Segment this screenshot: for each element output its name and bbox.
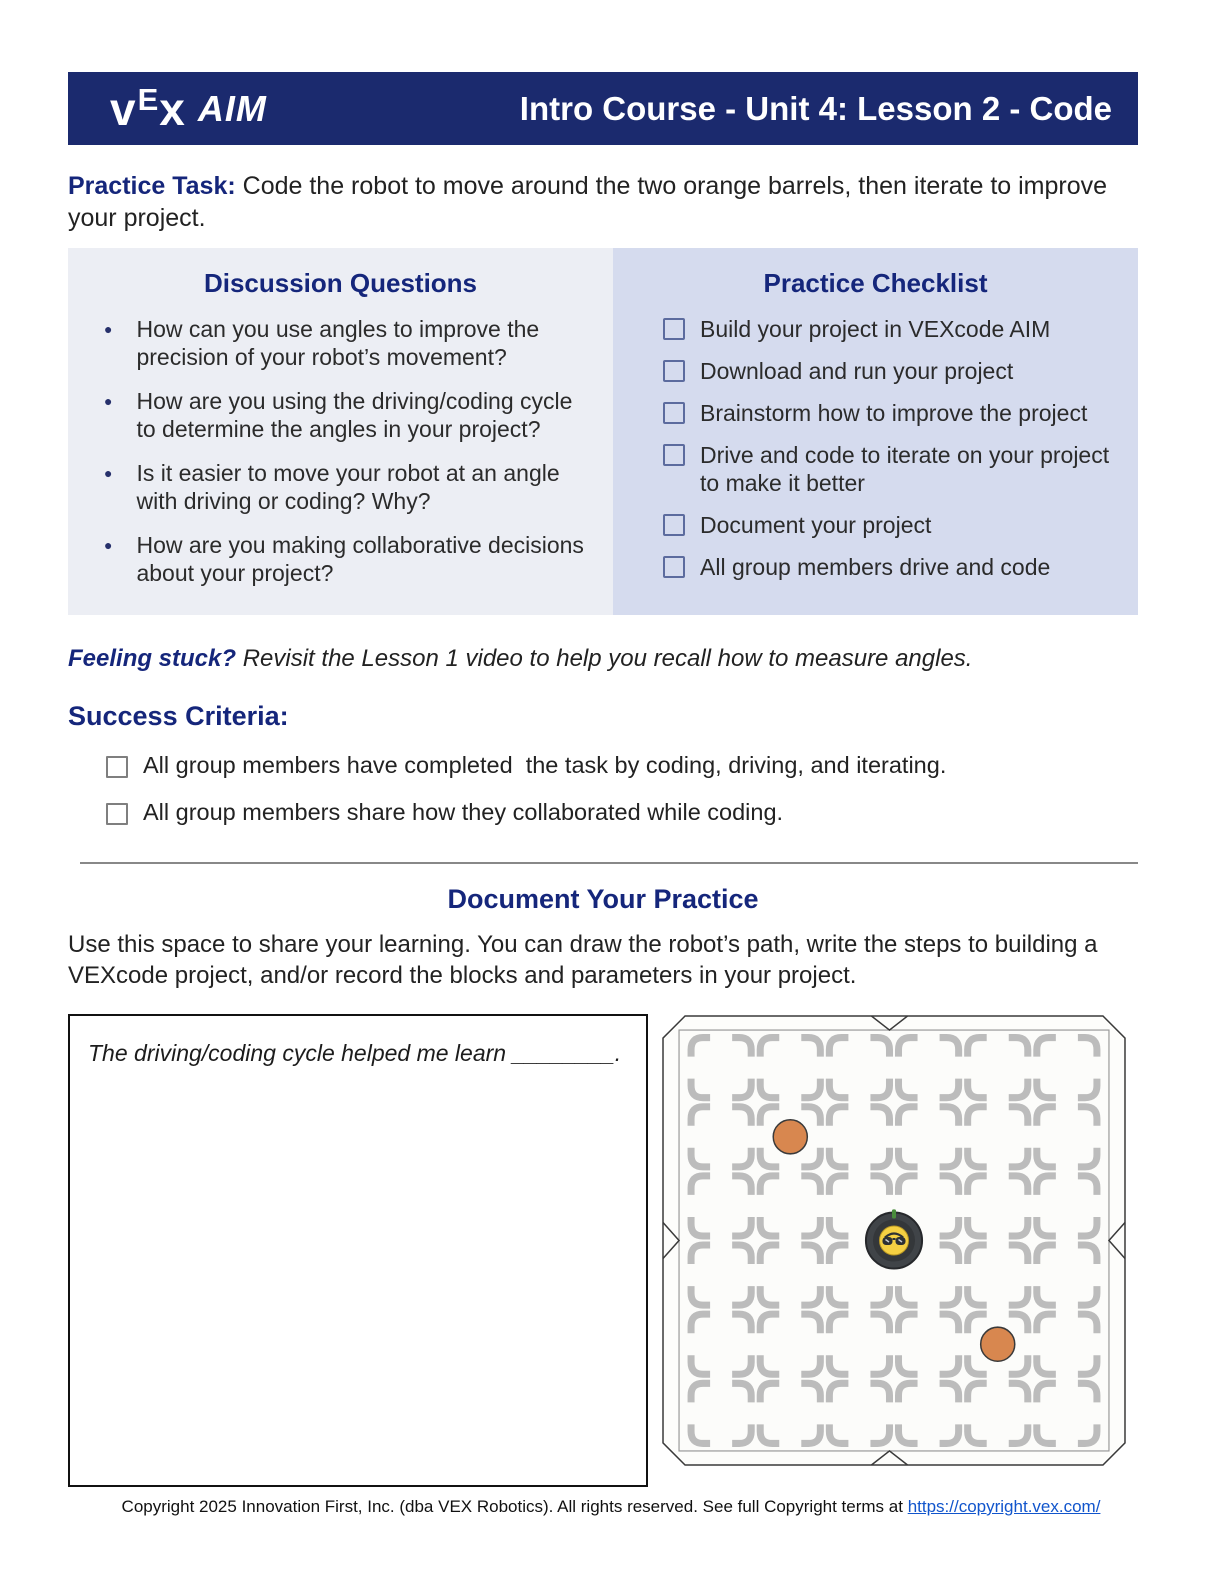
success-criteria-label: All group members have completed the task by coding, driving, and iterating.	[143, 752, 947, 778]
checklist-item-label: Document your project	[700, 512, 932, 538]
columns-section	[68, 248, 1138, 615]
checkbox-icon[interactable]	[663, 360, 685, 382]
document-practice-intro: Use this space to share your learning. You can draw the robot’s path, write the steps to building a VEXcode project, and/or record the blocks and parameters in your project.	[68, 931, 1098, 989]
practice-checklist-box	[613, 248, 1138, 615]
checkbox-icon[interactable]	[663, 318, 685, 340]
practice-task	[68, 170, 1138, 234]
bullet-icon: ●	[104, 321, 113, 337]
bullet-icon: ●	[104, 393, 113, 409]
checklist-item-label: Download and run your project	[700, 358, 1014, 384]
answer-box[interactable]	[68, 1014, 648, 1487]
discussion-question-text: How are you making collaborative decisions about your project?	[136, 532, 584, 586]
orange-barrel	[773, 1120, 807, 1154]
checklist-item-label: Brainstorm how to improve the project	[700, 400, 1088, 426]
copyright-text: Copyright 2025 Innovation First, Inc. (dba VEX Robotics). All rights reserved. See full Copyright terms at	[121, 1497, 908, 1516]
header-banner	[68, 72, 1138, 145]
success-criteria-title: Success Criteria:	[68, 701, 289, 731]
practice-task-text: Code the robot to move around the two orange barrels, then iterate to improve your project.	[68, 172, 1108, 232]
success-criteria-label: All group members share how they collaborated while coding.	[143, 799, 784, 825]
copyright-footer	[0, 1497, 1222, 1517]
checkbox-icon[interactable]	[106, 756, 128, 778]
checkbox-icon[interactable]	[106, 803, 128, 825]
section-divider	[80, 862, 1138, 864]
discussion-question	[92, 531, 589, 587]
document-practice-title: Document Your Practice	[447, 884, 759, 914]
success-criteria-item	[106, 799, 1138, 826]
discussion-question-text: How are you using the driving/coding cycle to determine the angles in your project?	[136, 388, 573, 442]
field-diagram	[661, 1014, 1127, 1467]
discussion-questions-title: Discussion Questions	[203, 268, 478, 298]
bullet-icon: ●	[104, 465, 113, 481]
checklist-item-label: All group members drive and code	[700, 554, 1051, 580]
checklist-item	[663, 399, 1116, 427]
discussion-question	[92, 459, 589, 515]
checkbox-icon[interactable]	[663, 556, 685, 578]
documentation-row	[68, 1014, 1138, 1487]
logo-letter-x: x	[159, 82, 186, 135]
practice-checklist-title: Practice Checklist	[763, 268, 988, 298]
lesson-title: Intro Course - Unit 4: Lesson 2 - Code	[519, 89, 1112, 127]
checkbox-icon[interactable]	[663, 402, 685, 424]
discussion-questions-box	[68, 248, 613, 615]
vex-aim-logo	[110, 82, 267, 136]
discussion-question-text: How can you use angles to improve the precision of your robot’s movement?	[136, 316, 540, 370]
practice-task-label: Practice Task:	[68, 172, 236, 200]
checklist-item	[663, 315, 1116, 343]
checklist-item	[663, 553, 1116, 581]
success-criteria-item	[106, 752, 1138, 779]
copyright-link[interactable]: https://copyright.vex.com/	[907, 1497, 1101, 1516]
robot-led-icon	[892, 1209, 896, 1218]
feeling-stuck	[68, 645, 1138, 673]
checklist-item	[663, 441, 1116, 497]
orange-barrel	[981, 1327, 1015, 1361]
checklist-item-label: Build your project in VEXcode AIM	[700, 316, 1051, 342]
discussion-question-text: Is it easier to move your robot at an angle with driving or coding? Why?	[136, 460, 560, 514]
feeling-stuck-text: Revisit the Lesson 1 video to help you recall how to measure angles.	[236, 645, 973, 672]
logo-letter-v: v	[110, 82, 137, 135]
logo-aim: AIM	[197, 87, 267, 129]
checklist-item	[663, 357, 1116, 385]
discussion-question	[92, 315, 589, 371]
answer-prompt: The driving/coding cycle helped me learn ________.	[88, 1040, 622, 1066]
logo-letter-e: E	[137, 81, 159, 117]
discussion-question	[92, 387, 589, 443]
feeling-stuck-label: Feeling stuck?	[68, 645, 237, 672]
checklist-item-label: Drive and code to iterate on your project to make it better	[700, 442, 1110, 496]
checkbox-icon[interactable]	[663, 444, 685, 466]
checkbox-icon[interactable]	[663, 514, 685, 536]
bullet-icon: ●	[104, 537, 113, 553]
checklist-item	[663, 511, 1116, 539]
